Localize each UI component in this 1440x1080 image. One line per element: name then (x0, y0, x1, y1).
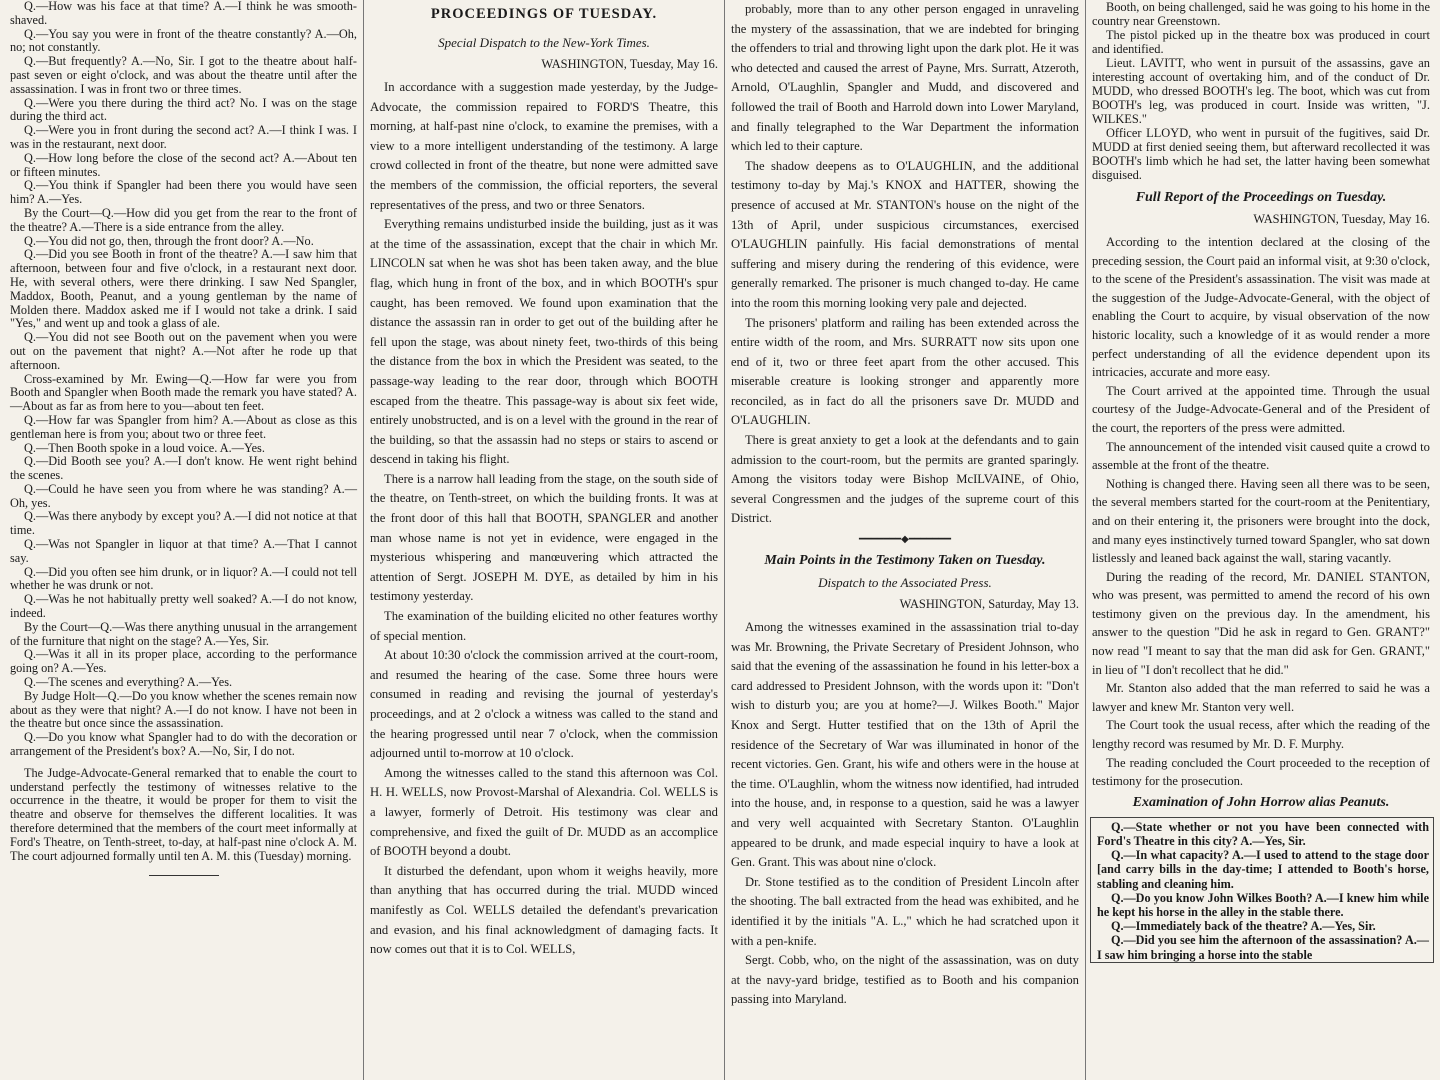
paragraph: Q.—Did you see Booth in front of the theatre? A.—I saw him that afternoon, between four and five o'clock, in a restaurant next door. He, with several others, were there drinking. I saw Ned Spangler, Maddox, Booth, Peanut, and a young gentleman by the name of Molden there. Maddox asked me if I would not take a drink. I said "Yes," and went up and took a glass of ale. (10, 247, 357, 331)
dispatch-line: Dispatch to the Associated Press. (818, 575, 992, 591)
dateline: WASHINGTON, Saturday, May 13. (899, 597, 1079, 612)
paragraph: Q.—Did you often see him drunk, or in liquor? A.—I could not tell whether he was drunk or not. (10, 564, 357, 593)
paragraph: Q.—But frequently? A.—No, Sir. I got to the theatre about half-past seven or eight o'clock, and was about the theatre until after the assassination. I was in front two or three times. (10, 54, 357, 96)
paragraph: It disturbed the defendant, upon whom it weighs heavily, more than anything that has occurred during the trial. MUDD winced manifestly as Col. WELLS detailed the defendant's prevarication and evasion, and his final acknowledgment of damaging facts. It now comes out that it is to Col. WELLS, (370, 863, 718, 957)
full-report-body (1092, 233, 1430, 791)
paragraph: There is a narrow hall leading from the stage, on the south side of the theatre, on Tenth-street, on which the building fronts. It was at the front door of this hall that BOOTH, SPANGLER and another man whose name is not yet in evidence, were engaged in the mysterious whispering and manœuvering which attracted the attention of Sergt. JOSEPH M. DYE, as detailed by him in his testimony yesterday. (370, 471, 718, 604)
paragraph: Q.—Was not Spangler in liquor at that time? A.—That I cannot say. (10, 537, 357, 565)
article-body (370, 78, 718, 960)
article-body-continued (731, 0, 1079, 529)
paragraph: According to the intention declared at the closing of the preceding session, the Court paid an informal visit, at 9:30 o'clock, to the scene of the President's assassination. The visit was made at the suggestion of the Judge-Advocate-General, with the object of enabling the Court to acquire, by visual observation of the now historic locality, such a knowledge of it as would render a more perfect understanding of all the evidence dependent upon its intricacies, accurate and more easy. (1091, 235, 1430, 380)
dateline: WASHINGTON, Tuesday, May 16. (1253, 212, 1430, 226)
paragraph: Q.—You say you were in front of the theatre constantly? A.—Oh, no; not constantly. (10, 26, 357, 55)
column-2 (363, 0, 724, 1080)
paragraph: Q.—Were you there during the third act? No. I was on the stage during the third act. (10, 95, 357, 124)
paragraph: The Court took the usual recess, after which the reading of the lengthy record was resumed by Mr. D. F. Murphy. (1091, 718, 1430, 752)
paragraph: At about 10:30 o'clock the commission arrived at the court-room, and resumed the hearing of the case. Some three hours were consumed in reading and revising the journal of yesterday's proceedings, and at 2 o'clock a witness was called to the stand and the hearing progressed until near 7 o'clock, when the commission adjourned until to-morrow at 10 o'clock. (370, 648, 718, 761)
paragraph: Q.—Were you in front during the second act? A.—I think I was. I was in the restaurant, next door. (10, 123, 357, 151)
paragraph: Q.—Was there anybody by except you? A.—I did not notice at that time. (10, 509, 357, 538)
paragraph: During the reading of the record, Mr. DANIEL STANTON, who was present, was permitted to amend the record of his own testimony given on the previous day. In the amendment, his answer to the question "Did he ask in regard to Gen. GRANT?" now read "I meant to say that the man did ask for Gen. GRANT," in lieu of "I don't recollect that he did." (1091, 569, 1430, 677)
paragraph: Q.—How far was Spangler from him? A.—About as close as this gentleman here is from you; about two or three feet. (10, 412, 357, 441)
paragraph: The announcement of the intended visit caused quite a crowd to assemble at the front of the theatre. (1091, 439, 1430, 473)
paragraph: By the Court—Q.—How did you get from the rear to the front of the theatre? A.—There is a side entrance from the alley. (10, 205, 357, 234)
paragraph: The examination of the building elicited no other features worthy of special mention. (370, 609, 718, 643)
paragraph: Q.—You did not see Booth out on the pavement when you were out on the pavement that night? A.—Not after he rode up that afternoon. (10, 330, 357, 372)
paragraph: Q.—State whether or not you have been connected with Ford's Theatre in this city? A.—Yes, Sir. (1096, 819, 1429, 849)
paragraph: Q.—How long before the close of the second act? A.—About ten or fifteen minutes. (10, 150, 357, 179)
paragraph: probably, more than to any other person engaged in unraveling the mystery of the assassination, that we are indebted for bringing the offenders to trial and throwing light upon the dark plot. He it was who detected and caused the arrest of Payne, Mrs. Surratt, Atzeroth, Arnold, O'Laughlin, Spangler and Mudd, and discovered and followed the trail of Booth and Harrold down into Lower Maryland, and finally telegraphed to the War Department the information which led to their capture. (730, 2, 1079, 154)
paragraph: In accordance with a suggestion made yesterday, by the Judge-Advocate, the commission repaired to FORD'S Theatre, this morning, at half-past nine o'clock, to examine the premises, with a view to a more intelligent understanding of the testimony. A large crowd collected in front of the theatre, but none were admitted save the members of the commission, the official reporters, the several representatives of the press, and two or three Senators. (370, 80, 718, 212)
paragraph: Lieut. LAVITT, who went in pursuit of the assassins, gave an interesting account of overtaking him, and of the conduct of Dr. MUDD, who dressed BOOTH's leg. The boot, which was cut from BOOTH's leg, was produced in court. Inside was written, "J. WILKES." (1091, 56, 1430, 126)
section-heading: PROCEEDINGS OF TUESDAY. (430, 6, 658, 22)
paragraph: Q.—How was his face at that time? A.—I think he was smooth-shaved. (10, 0, 357, 27)
paragraph: Cross-examined by Mr. Ewing—Q.—How far were you from Booth and Spangler when Booth made the remark you have stated? A.—About as far as from here to you—about ten feet. (10, 371, 357, 414)
paragraph: By Judge Holt—Q.—Do you know whether the scenes remain now about as they were that night? A.—I do not know. I have not been in the theatre but once since the assassination. (10, 688, 357, 731)
section-heading-main-points: Main Points in the Testimony Taken on Tuesday. (764, 553, 1046, 569)
paragraph: Nothing is changed there. Having seen all there was to be seen, the several members started for the court-room at the Penitentiary, and on their entering it, the prisoners were brought into the dock, and many eyes instinctively turned toward Spangler, who sat down listlessly and leaned back against the wall, staring vacantly. (1091, 476, 1430, 566)
paragraph: Everything remains undisturbed inside the building, just as it was at the time of the assassination, except that the chair in which Mr. LINCOLN sat when he was shot has been taken away, and the blue flag, which hung in front of the box, and in which BOOTH's spur caught, has been removed. We found upon examination that the distance the assassin ran in order to get out of the building after he fell upon the stage, was about ninety feet, two-thirds of this being the distance from the box in which the President was seated, to the passage-way leading to the rear door, through which BOOTH escaped from the theatre. This passage-way is about six feet wide, entirely unobstructed, and is on a level with the ground in the rear of the building, so that the assassin had no steps or stairs to ascend or descend in taking his flight. (370, 217, 718, 467)
paragraph: By the Court—Q.—Was there anything unusual in the arrangement of the furniture that night on the stage? A.—Yes, Sir. (10, 619, 357, 648)
paragraph: Booth, on being challenged, said he was going to his home in the country near Greenstown. (1091, 0, 1430, 28)
paragraph: Q.—The scenes and everything? A.—Yes. (24, 675, 233, 690)
paragraph: Among the witnesses called to the stand this afternoon was Col. H. H. WELLS, now Provost-Marshal of Alexandria. Col. WELLS is a lawyer, formerly of Detroit. His testimony was clear and comprehensive, and fixed the guilt of Dr. MUDD as an accomplice of BOOTH beyond a doubt. (370, 765, 718, 859)
dateline: WASHINGTON, Tuesday, May 16. (541, 57, 718, 71)
paragraph: Among the witnesses examined in the assassination trial to-day was Mr. Browning, the Private Secretary of President Johnson, who said that the evening of the assassination he found in his letter-box a card addressed to President Johnson, with the words upon it: "Don't wish to disturb you; are you at home?—J. Wilkes Booth." Major Knox and Sergt. Hutter testified that on the 13th of April the residence of the Secretary of War was illuminated in honor of the recent victories. Gen. Grant, his wife and others were in the house at the time. O'Laughlin, whom the witness now identified, had intruded into the house, and, in response to a question, said he was a lawyer and very well acquainted with Secretary Stanton. O'Laughlin appeared to be drunk, and made especial inquiry to have a look at Gen. Grant. This was about nine o'clock. (730, 620, 1079, 870)
paragraph: The shadow deepens as to O'LAUGHLIN, and the additional testimony to-day by Maj.'s KNOX and HATTER, showing the presence of accused at Mr. STANTON's house on the night of the 13th of April, under suspicious circumstances, exercised O'LAUGHLIN painfully. His facial demonstrations of mental suffering and misery during the rendering of this evidence, were generally remarked. The prisoner is much changed to-day. He came into the room this morning looking very pale and dejected. (730, 158, 1079, 310)
dispatch-line: Special Dispatch to the New-York Times. (438, 35, 650, 50)
section-heading-examination: Examination of John Horrow alias Peanuts. (1132, 794, 1390, 810)
column-3 (724, 0, 1085, 1080)
column-4 (1085, 0, 1436, 1080)
paragraph: Q.—You did not go, then, through the front door? A.—No. (24, 233, 314, 248)
examination-box (1090, 817, 1434, 963)
paragraph: The pistol picked up in the theatre box was produced in court and identified. (1091, 28, 1430, 56)
paragraph: Dr. Stone testified as to the condition of President Lincoln after the shooting. The ball extracted from the head was exhibited, and he identified it by the initials "A. L.," which he had scratched upon it with a pen-knife. (730, 874, 1079, 948)
paragraph: Q.—Do you know what Spangler had to do with the decoration or arrangement of the President's box? A.—No, Sir, I do not. (10, 730, 357, 759)
section-heading-full-report: Full Report of the Proceedings on Tuesday. (1135, 190, 1387, 205)
paragraph: The prisoners' platform and railing has been extended across the entire width of the room, and Mrs. SURRATT now sits upon one end of it, two or three feet apart from the other accused. This miserable creature is looking stronger and apparently more reconciled, as in fact do all the prisoners save Dr. MUDD and O'LAUGHLIN. (730, 315, 1079, 428)
section-divider: ━━━━━━━◆━━━━━━━ (858, 534, 951, 546)
paragraph: Officer LLOYD, who went in pursuit of the fugitives, said Dr. MUDD at first denied seeing them, but afterward recollected it was BOOTH's limb which he had set, the latter having been somewhat disguised. (1091, 126, 1430, 182)
paragraph: Sergt. Cobb, who, on the night of the assassination, was on duty at the navy-yard bridge, testified as to Booth and his companion passing into Maryland. (730, 953, 1079, 1007)
paragraph: The Court arrived at the appointed time. Through the usual courtesy of the Judge-Advocate-General and of the President of the court, the reporters of the press were admitted. (1091, 383, 1430, 435)
column-1 (4, 0, 363, 1080)
paragraph: Q.—You think if Spangler had been there you would have seen him? A.—Yes. (10, 178, 357, 207)
paragraph: Q.—Do you know John Wilkes Booth? A.—I knew him while he kept his horse in the alley in the stable there. (1096, 890, 1429, 920)
examination-qa (1097, 820, 1429, 962)
paragraph: Q.—Then Booth spoke in a loud voice. A.—Yes. (24, 440, 265, 455)
paragraph: Q.—Immediately back of the theatre? A.—Yes, Sir. (1110, 919, 1376, 934)
paragraph: The reading concluded the Court proceeded to the reception of testimony for the prosecution. (1091, 755, 1430, 789)
testimony-summary (731, 618, 1079, 1010)
paragraph: Q.—Was it all in its proper place, according to the performance going on? A.—Yes. (10, 647, 357, 676)
paragraph: Q.—In what capacity? A.—I used to attend to the stage door [and carry bills in the day-time; I attended to Booth's horse, stabling and cleaning him. (1096, 848, 1429, 891)
paragraph: Q.—Could he have seen you from where he was standing? A.—Oh, yes. (10, 481, 357, 510)
testimony-qa (10, 0, 357, 759)
paragraph: Q.—Was he not habitually pretty well soaked? A.—I do not know, indeed. (10, 592, 357, 621)
paragraph: Mr. Stanton also added that the man referred to said he was a lawyer and knew Mr. Stanton very well. (1091, 681, 1430, 714)
paragraph: Q.—Did Booth see you? A.—I don't know. He went right behind the scenes. (10, 454, 357, 483)
paragraph: Q.—Did you see him the afternoon of the assassination? A.—I saw him bringing a horse into the stable (1096, 933, 1429, 962)
closing-paragraph: The Judge-Advocate-General remarked that to enable the court to understand perfectly the testimony of witnesses relative to the occurrence in the theatre, it would be proper for them to visit the theatre and observe for themselves the different localities. It was therefore determined that the members of the court meet informally at Ford's Theatre, on Tenth-street, to-day, at half-past nine o'clock A. M. The court adjourned formally until ten A. M. this (Tuesday) morning. (10, 765, 357, 863)
article-body-continued (1092, 0, 1430, 182)
paragraph: There is great anxiety to get a look at the defendants and to gain admission to the court-room, but the permits are granted sparingly. Among the visitors today were Bishop McILVAINE, of Ohio, several Congressmen and the judges of the supreme court of this District. (730, 433, 1079, 526)
column-end-rule (149, 875, 219, 876)
